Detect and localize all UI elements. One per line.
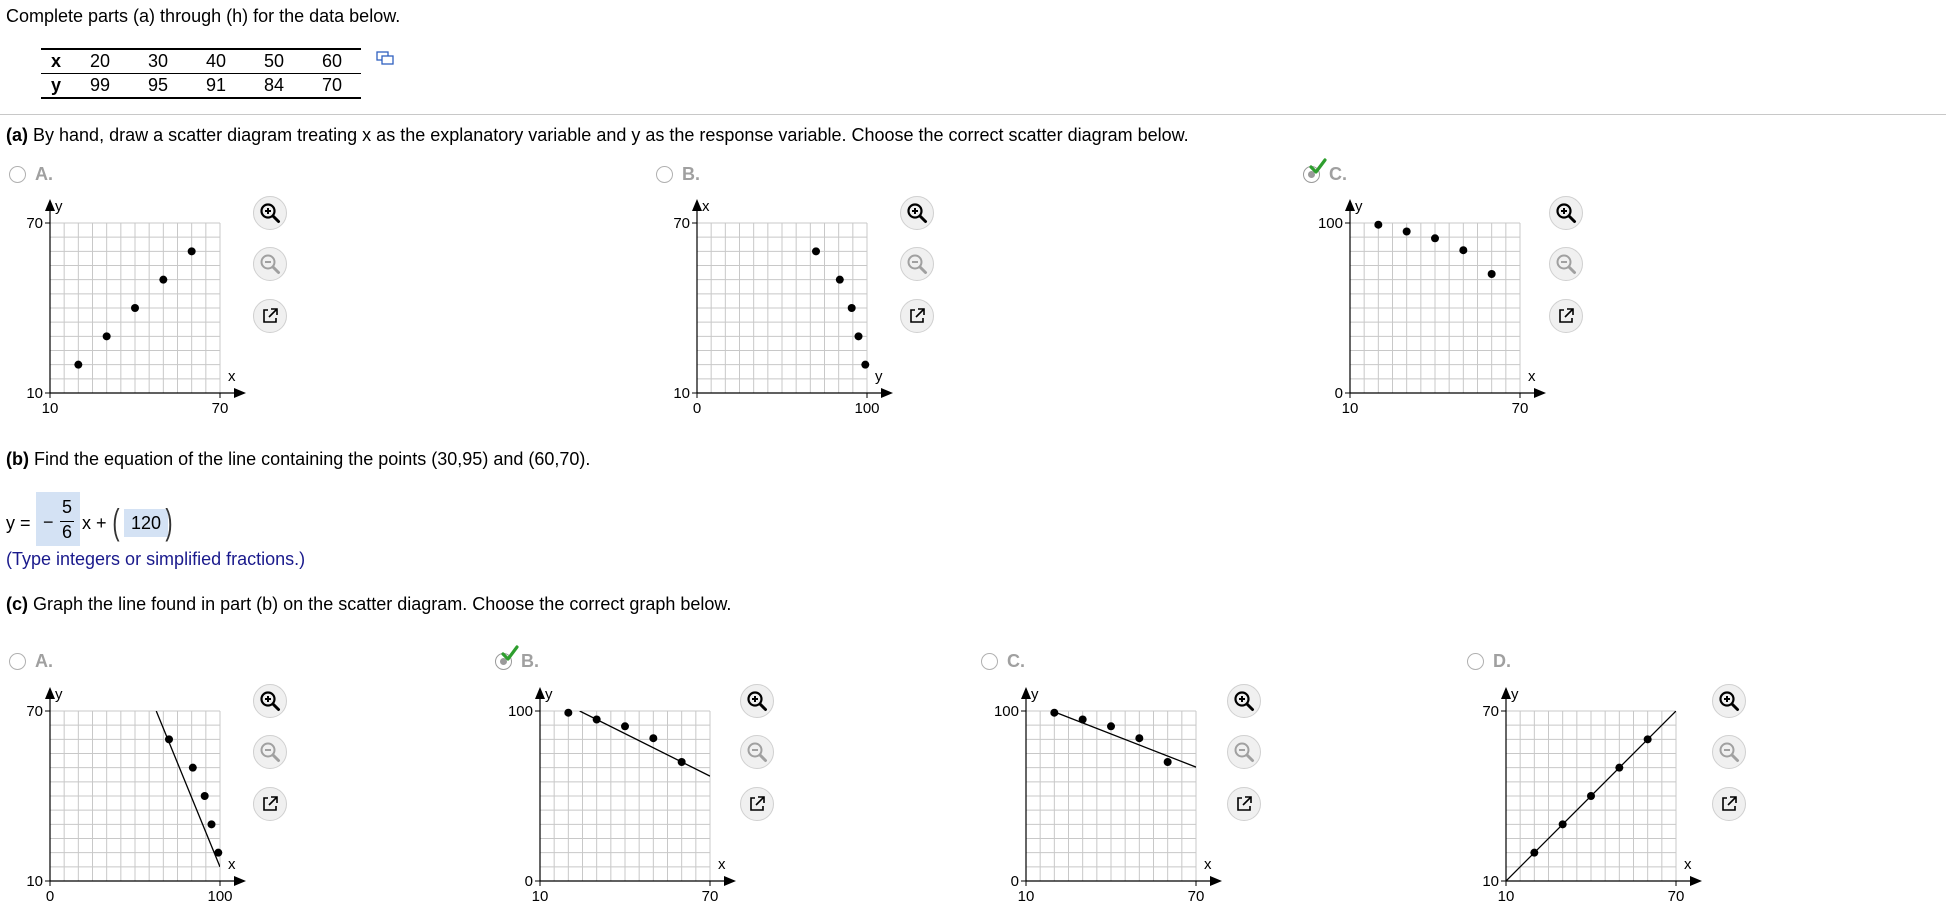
table-header-x: x [41,49,71,74]
y-axis-arrow [45,199,55,211]
part-c-option-b-popout-button[interactable] [740,787,774,821]
fitted-line [156,711,220,867]
table-cell: 60 [303,49,361,74]
y-axis-label: y [1355,198,1363,215]
part-a-option-b-chart [657,193,897,417]
data-point [1644,735,1652,743]
y-tick-label-min: 0 [1010,873,1019,890]
y-tick-label-min: 10 [1482,873,1499,890]
data-point [1135,734,1143,742]
zoom-in-icon [906,202,928,224]
zoom-in-icon [259,690,281,712]
y-axis-label: y [55,198,63,215]
y-tick-label-min: 10 [26,385,43,402]
x-axis-arrow [881,388,893,398]
answer-hint: (Type integers or simplified fractions.) [6,549,306,569]
table-cell: 30 [129,49,187,74]
x-axis-label: x [1528,368,1536,385]
part-c-option-d-popout-button[interactable] [1712,787,1746,821]
y-axis-arrow [1501,687,1511,699]
table-cell: 50 [245,49,303,74]
x-axis-label: x [228,368,236,385]
part-c-option-d-zoom-out-button[interactable] [1712,735,1746,769]
zoom-in-icon [746,690,768,712]
part-c-option-b-zoom-out-button[interactable] [740,735,774,769]
data-point [621,722,629,730]
popout-icon [1234,794,1254,814]
zoom-out-icon [1718,741,1740,763]
table-cell: 20 [71,49,129,74]
part-a-option-a-zoom-in-button[interactable] [253,196,287,230]
zoom-out-icon [1555,253,1577,275]
part-c-option-b-grid [540,711,710,881]
x-axis-arrow [234,876,246,886]
part-c-option-a-zoom-out-button[interactable] [253,735,287,769]
part-c-option-c-chart [986,681,1226,905]
part-c-question [6,593,731,615]
part-a-option-b-choice[interactable] [656,164,716,186]
part-a-label: (a) [6,125,28,145]
table-cell: 99 [71,74,129,99]
y-tick-label-min: 10 [26,873,43,890]
part-a-option-a-choice[interactable] [9,164,69,186]
part-a-option-c-grid [1350,223,1520,393]
data-point [836,276,844,284]
data-point [855,332,863,340]
x-axis-label: x [1204,856,1212,873]
x-axis-label: y [875,368,883,385]
data-point [74,361,82,369]
part-a-option-a-zoom-out-button[interactable] [253,247,287,281]
zoom-in-icon [1233,690,1255,712]
part-c-option-c-choice[interactable] [981,651,1041,673]
part-a-option-c-zoom-out-button[interactable] [1549,247,1583,281]
y-tick-label-max: 70 [26,703,43,720]
table-cell: 84 [245,74,303,99]
part-c-option-d-letter: D. [1493,651,1511,671]
data-point [1164,758,1172,766]
data-point [678,758,686,766]
part-c-text: Graph the line found in part (b) on the scatter diagram. Choose the correct graph below. [33,594,732,614]
open-paren: ( [112,501,120,542]
data-point [1374,221,1382,229]
data-point [1107,722,1115,730]
part-a-option-a-popout-button[interactable] [253,299,287,333]
part-a-option-b-zoom-in-button[interactable] [900,196,934,230]
popout-icon [260,794,280,814]
part-c-option-a-popout-button[interactable] [253,787,287,821]
part-a-option-b-popout-button[interactable] [900,299,934,333]
x-tick-label-max: 70 [1511,400,1529,417]
part-c-option-c-popout-button[interactable] [1227,787,1261,821]
part-c-option-c-radio[interactable] [981,653,998,670]
popout-icon [1556,306,1576,326]
equation-prefix: y = [6,513,31,533]
x-tick-label-max: 100 [854,400,880,417]
table-cell: 95 [129,74,187,99]
part-c-option-d-radio[interactable] [1467,653,1484,670]
y-tick-label-max: 70 [673,215,690,232]
x-tick-label-min: 10 [1341,400,1359,417]
table-cell: 40 [187,49,245,74]
y-tick-label-max: 100 [993,703,1019,720]
part-a-option-a-radio[interactable] [9,166,26,183]
data-point [208,820,216,828]
part-c-option-a-zoom-in-button[interactable] [253,684,287,718]
data-point [1587,792,1595,800]
y-axis-arrow [535,687,545,699]
x-tick-label-min: 10 [41,400,59,417]
x-tick-label-min: 0 [45,888,55,905]
data-point [214,849,222,857]
data-point [861,361,869,369]
data-point [1050,709,1058,717]
part-a-question [6,124,1189,146]
intercept-answer-box[interactable]: 120 [124,509,168,537]
x-axis-arrow [234,388,246,398]
part-c-option-c-grid [1026,711,1196,881]
part-c-label: (c) [6,594,28,614]
part-c-option-a-choice[interactable] [9,651,69,673]
part-c-option-a-radio[interactable] [9,653,26,670]
part-a-option-a-chart [10,193,250,417]
part-a-option-b-radio[interactable] [656,166,673,183]
popout-icon [1719,794,1739,814]
part-c-option-d-choice[interactable] [1467,651,1527,673]
close-paren: ) [165,501,173,542]
table-cell: 91 [187,74,245,99]
part-b-text: Find the equation of the line containing the points (30,95) and (60,70). [34,449,591,469]
data-point [1079,716,1087,724]
data-point [649,734,657,742]
popout-icon [907,306,927,326]
data-point [1488,270,1496,278]
x-tick-label-max: 70 [1187,888,1205,905]
data-point [201,792,209,800]
part-a-option-a-letter: A. [35,164,53,184]
y-axis-arrow [692,199,702,211]
zoom-in-icon [1555,202,1577,224]
y-axis-label: y [55,686,63,703]
y-axis-arrow [45,687,55,699]
slope-denominator: 6 [62,522,73,542]
data-point [159,276,167,284]
x-axis-label: x [718,856,726,873]
part-c-option-d-zoom-in-button[interactable] [1712,684,1746,718]
zoom-out-icon [259,741,281,763]
x-tick-label-min: 0 [692,400,702,417]
y-axis-label: y [1511,686,1519,703]
copy-table-icon[interactable] [376,51,394,65]
instruction: Complete parts (a) through (h) for the data below. [6,6,401,26]
slope-numerator: 5 [62,497,73,517]
data-point [188,247,196,255]
part-a-option-c-chart [1310,193,1550,417]
x-axis-arrow [1534,388,1546,398]
x-axis-label: x [1684,856,1692,873]
part-c-option-b-letter: B. [521,651,539,671]
zoom-out-icon [259,253,281,275]
y-axis-arrow [1021,687,1031,699]
y-tick-label-max: 100 [1317,215,1343,232]
x-tick-label-max: 100 [207,888,233,905]
y-tick-label-max: 100 [507,703,533,720]
data-point [165,735,173,743]
y-tick-label-min: 0 [524,873,533,890]
x-tick-label-min: 10 [531,888,549,905]
zoom-in-icon [259,202,281,224]
x-axis-label: x [228,856,236,873]
part-c-option-c-zoom-in-button[interactable] [1227,684,1261,718]
part-c-option-b-choice[interactable] [495,651,555,673]
data-table [41,48,361,99]
part-c-option-a-grid [50,711,220,881]
part-c-option-b-chart [500,681,740,905]
part-a-option-c-popout-button[interactable] [1549,299,1583,333]
data-point [189,764,197,772]
part-c-option-c-zoom-out-button[interactable] [1227,735,1261,769]
x-tick-label-min: 10 [1017,888,1035,905]
checkmark-icon [1309,158,1327,176]
part-a-text: By hand, draw a scatter diagram treating x as the explanatory variable and y as the response variable. Choose the correct scatter diagram below. [33,125,1189,145]
y-axis-arrow [1345,199,1355,211]
table-cell: 70 [303,74,361,99]
part-a-option-b-zoom-out-button[interactable] [900,247,934,281]
x-axis-arrow [1210,876,1222,886]
table-header-y: y [41,74,71,99]
popout-icon [260,306,280,326]
data-point [564,709,572,717]
y-axis-label: y [545,686,553,703]
x-tick-label-max: 70 [1667,888,1685,905]
part-b-label: (b) [6,449,29,469]
y-tick-label-max: 70 [26,215,43,232]
part-c-option-a-chart [10,681,250,905]
checkmark-icon [501,645,519,663]
y-tick-label-max: 70 [1482,703,1499,720]
part-a-option-b-letter: B. [682,164,700,184]
data-point [1615,764,1623,772]
x-tick-label-max: 70 [211,400,229,417]
divider [0,114,1946,115]
part-a-option-c-zoom-in-button[interactable] [1549,196,1583,230]
part-c-option-b-zoom-in-button[interactable] [740,684,774,718]
x-tick-label-max: 70 [701,888,719,905]
part-a-option-b-grid [697,223,867,393]
part-a-option-c-letter: C. [1329,164,1347,184]
part-c-option-d-chart [1466,681,1706,905]
part-a-option-c-choice[interactable] [1303,164,1363,186]
part-c-option-c-letter: C. [1007,651,1025,671]
popout-icon [747,794,767,814]
equation-x-plus: x + [82,513,107,533]
zoom-out-icon [1233,741,1255,763]
data-point [1559,820,1567,828]
y-axis-label: y [1031,686,1039,703]
zoom-in-icon [1718,690,1740,712]
y-axis-label: x [702,198,710,215]
data-point [593,716,601,724]
data-point [103,332,111,340]
zoom-out-icon [906,253,928,275]
data-point [1431,234,1439,242]
data-point [848,304,856,312]
part-b-question [6,448,590,470]
data-point [1403,228,1411,236]
part-c-option-a-letter: A. [35,651,53,671]
x-axis-arrow [724,876,736,886]
data-point [131,304,139,312]
y-tick-label-min: 0 [1334,385,1343,402]
data-point [812,247,820,255]
x-tick-label-min: 10 [1497,888,1515,905]
zoom-out-icon [746,741,768,763]
data-point [1459,246,1467,254]
data-point [1530,849,1538,857]
x-axis-arrow [1690,876,1702,886]
y-tick-label-min: 10 [673,385,690,402]
slope-sign: − [43,512,54,532]
